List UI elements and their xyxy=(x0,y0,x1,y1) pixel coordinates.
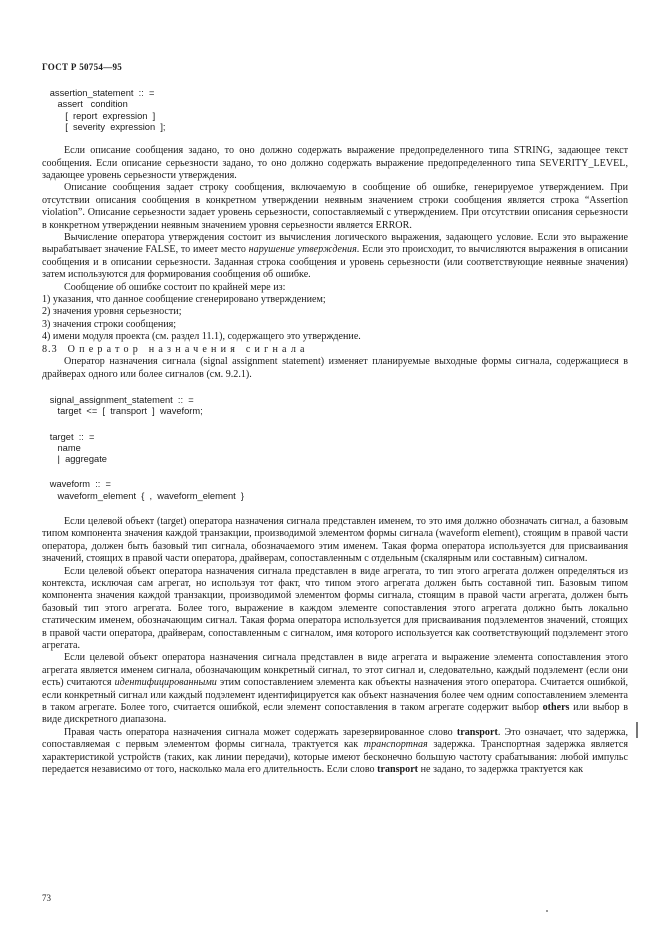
code-line: [ report expression ] xyxy=(42,110,156,121)
scan-dot xyxy=(546,910,548,912)
paragraph: Если описание сообщения задано, то оно должно содержать выражение предопределенного типа STRING, задающее текст сообщения. Если описание серьезности задано, то оно должно содержать выражение предопределенного типа SEVERITY_LEVEL, задающее уровень серьезности утверждения. xyxy=(42,145,628,181)
code-line: waveform_element { , waveform_element } xyxy=(42,490,245,501)
section-heading: 8.3 Оператор назначения сигнала xyxy=(42,343,309,355)
paragraph: Вычисление оператора утверждения состоит из вычисления логического выражения, задающего условие. Если это выражение вырабатывает значение FALSE, то имеет место нарушение утверждения. Если это происходит, то вычисляются выражения в описании сообщения и в описании серьезности. Заданная строка сообщения и уровень серьезности (или соответствующие неявные значения) затем используются для формирования сообщения об ошибке. xyxy=(42,232,628,281)
paragraph: Если целевой объект оператора назначения сигнала представлен в виде агрегата, то тип этого агрегата должен определяться из контекста, исключая сам агрегат, но используя тот факт, что типом этого агрегата должен быть составной тип. Базовым типом компонента значения каждой транзакции, производимой элементом формы сигнала, стоящим в правой части агрегата, должен быть базовый тип этого агрегата. Более того, выражение в каждом элементе сопоставления этого агрегата должно быть локально статическим именем, обозначающим сигнал. Такая форма оператора используется для присваивания подэлементов значений, стоящих в правой части оператора, драйверам, сопоставленным с сигналом, имя которого используется как соответствующий подэлемент этого агрегата. xyxy=(42,565,628,652)
paragraph: Сообщение об ошибке состоит по крайней мере из: xyxy=(64,281,286,293)
list-item: 2) значения уровня серьезности; xyxy=(42,306,182,318)
paragraph: Оператор назначения сигнала (signal assignment statement) изменяет планируемые выходные формы сигнала, содержащиеся в драйверах одного или более сигналов (см. 9.2.1). xyxy=(42,356,628,380)
target-syntax-block xyxy=(42,432,628,466)
list-item: 4) имени модуля проекта (см. раздел 11.1), содержащего это утверждение. xyxy=(42,331,361,343)
waveform-syntax-block xyxy=(42,479,628,502)
paragraph: Описание сообщения задает строку сообщения, включаемую в сообщение об ошибке, генерируемое утверждением. При отсутствии описания сообщения в конкретном утверждении неявным значением строки сообщения является строка “Assertion violation”. Описание серьезности задает уровень серьезности, сопоставляемый с утверждением. При отсутствии описания серьезности в конкретном утверждении неявным значением уровня серьезности является ERROR. xyxy=(42,182,628,231)
code-line: target :: = xyxy=(42,431,95,442)
margin-mark xyxy=(636,722,638,738)
code-line: target <= [ transport ] waveform; xyxy=(42,406,203,417)
paragraph: Если целевой объект (target) оператора назначения сигнала представлен именем, то это имя должно обозначать сигнал, а базовым типом компонента значения каждой транзакции, производимой элементом формы сигнала (waveform element), стоящим в правой части оператора, должен быть базовый тип сигнала, обозначаемого этим именем. Такая форма оператора используется для присваивания значений, стоящих в правой части оператора, драйверам, сопоставленным с отдельным (скалярным или составным) сигналом. xyxy=(42,515,628,565)
code-line: assert condition xyxy=(42,99,128,110)
code-line: [ severity expression ]; xyxy=(42,121,166,132)
page-number: 73 xyxy=(42,893,51,903)
assertion-syntax-block xyxy=(42,88,628,133)
paragraph: Правая часть оператора назначения сигнала может содержать зарезервированное слово transport. Это означает, что задержка, сопоставляемая с первым элементом формы сигнала, трактуется как транспортная задержка. Транспортная задержка является характеристикой устройств (таких, как линии передачи), которые имеют бесконечно большую частоту срабатывания: любой импульс передается независимо от того, насколько мала его длительность. Если слово transport не задано, то задержка трактуется как xyxy=(42,726,628,776)
signal-assignment-syntax-block xyxy=(42,395,628,418)
code-line: name xyxy=(42,442,81,453)
list-item: 1) указания, что данное сообщение сгенерировано утверждением; xyxy=(42,294,326,306)
list-item: 3) значения строки сообщения; xyxy=(42,318,177,330)
code-line: waveform :: = xyxy=(42,479,111,490)
paragraph: Если целевой объект оператора назначения сигнала представлен в виде агрегата и выражение элемента сопоставления этого агрегата является именем сигнала, обозначающим конкретный сигнал, то этот сигнал и, следовательно, каждый подэлемент (если они есть) считаются идентифицированными этим сопоставлением элемента как объекты назначения этого оператора. Считается ошибкой, если конкретный сигнал или каждый подэлемент идентифицируется как объект назначения более чем одним сопоставлением элемента в таком агрегате. Более того, считается ошибкой, если элемент сопоставления в таком агрегате содержит выбор others или выбор в виде дискретного диапазона. xyxy=(42,652,628,726)
code-line: | aggregate xyxy=(42,454,107,465)
code-line: assertion_statement :: = xyxy=(42,88,155,98)
error-message-list xyxy=(42,294,628,344)
code-line: signal_assignment_statement :: = xyxy=(42,394,194,405)
page-content xyxy=(42,88,628,777)
standard-header: ГОСТ Р 50754—95 xyxy=(42,62,123,72)
